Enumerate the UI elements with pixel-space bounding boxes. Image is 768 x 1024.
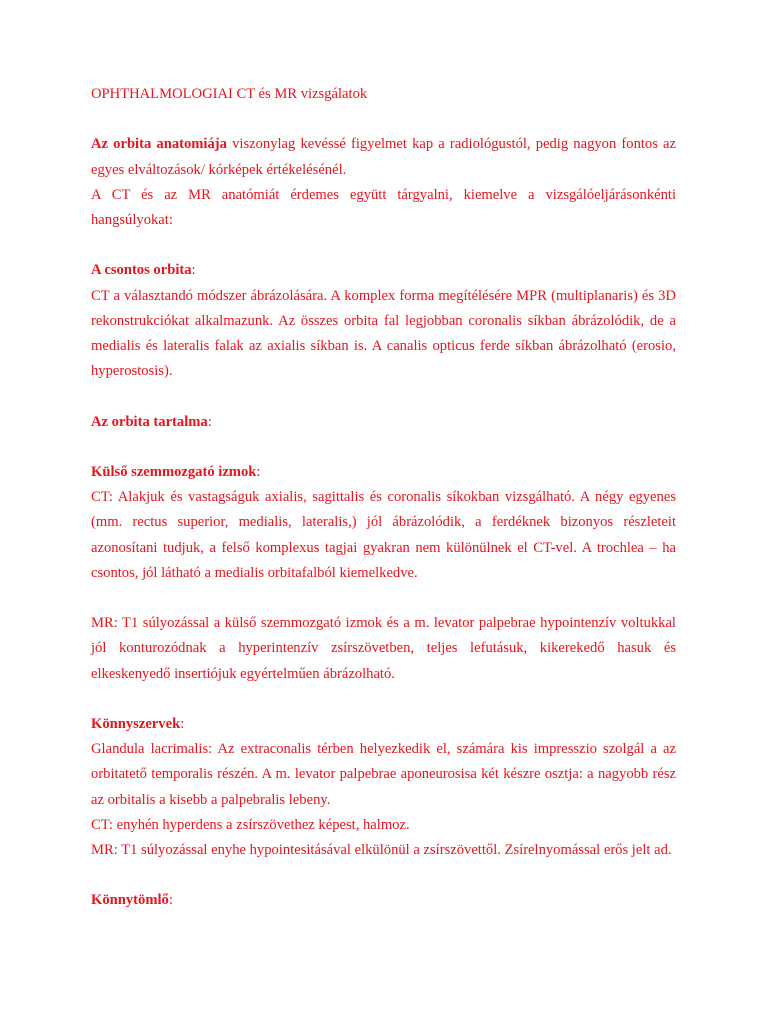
section-heading-konnytomlo bbox=[91, 888, 676, 913]
heading-text: Könnyszervek bbox=[91, 715, 181, 732]
heading-colon: : bbox=[168, 892, 173, 909]
intro-bold-term: Az orbita anatomiája bbox=[91, 136, 227, 153]
section-heading-csontos bbox=[91, 258, 676, 283]
konnyszervek-mr-paragraph: MR: T1 súlyozással enyhe hypointesitásával elkülönül a zsírszövettől. Zsírelnyomással erős jelt ad. bbox=[91, 842, 672, 858]
csontos-paragraph: CT a választandó módszer ábrázolására. A komplex forma megítélésére MPR (multiplanaris) és 3D rekonstrukciókat alkalmazunk. Az összes orbita fal legjobban coronalis síkban ábrázolódik, de a medialis és lateralis falak az axialis síkban is. A canalis opticus ferde síkban ábrázolható (erosio, hyperostosis). bbox=[91, 287, 676, 380]
document-title: OPHTHALMOLOGIAI CT és MR vizsgálatok bbox=[91, 86, 368, 102]
spacer bbox=[91, 687, 676, 712]
spacer bbox=[91, 107, 676, 132]
konnyszervek-ct-paragraph: CT: enyhén hyperdens a zsírszövethez képest, halmoz. bbox=[91, 816, 410, 833]
heading-text: Külső szemmozgató izmok bbox=[91, 463, 257, 480]
heading-colon: : bbox=[207, 413, 212, 430]
izmok-mr-paragraph: MR: T1 súlyozással a külső szemmozgató izmok és a m. levator palpebrae hypointenzív voltukkal jól konturozódnak a hyperintenzív zsírszövetben, teljes lefutásuk, kikerekedő hasuk és elkeskenyedő insertiójuk egyértelműen ábrázolható. bbox=[91, 615, 676, 682]
spacer bbox=[91, 233, 676, 258]
heading-colon: : bbox=[256, 463, 261, 480]
izmok-ct-paragraph: CT: Alakjuk és vastagságuk axialis, sagittalis és coronalis síkokban vizsgálható. A négy egyenes (mm. rectus superior, medialis, lateralis,) jól ábrázolódik, a ferdéknek bizonyos részleteit azonosítani tudjuk, a felső komplexus tagjai gyakran nem különülnek el CT-vel. A trochlea – ha csontos, jól látható a medialis orbitafalból kiemelkedve. bbox=[91, 489, 676, 581]
spacer bbox=[91, 586, 676, 611]
spacer bbox=[91, 863, 676, 888]
intro-paragraph-2: A CT és az MR anatómiát érdemes együtt tárgyalni, kiemelve a vizsgálóeljárásonkénti hangsúlyokat: bbox=[91, 186, 676, 228]
spacer bbox=[91, 435, 676, 460]
heading-colon: : bbox=[191, 262, 196, 279]
heading-text: Az orbita tartalma bbox=[91, 413, 208, 430]
glandula-paragraph: Glandula lacrimalis: Az extraconalis térben helyezkedik el, számára kis impresszio szolgál a az orbitatető temporalis részén. A m. levator palpebrae aponeurosisa két készre osztja: a nagyobb rész az orbitalis a kisebb a palpebralis lebeny. bbox=[91, 741, 676, 808]
heading-text: A csontos orbita bbox=[91, 262, 192, 279]
heading-text: Könnytömlő bbox=[91, 892, 169, 909]
section-heading-izmok bbox=[91, 460, 676, 485]
section-heading-konnyszervek bbox=[91, 712, 676, 737]
intro-text: viszonylag kevéssé figyelmet kap a radiológustól, pedig nagyon fontos az egyes elváltozások/ kórképek értékelésénél. bbox=[91, 136, 676, 178]
document-page bbox=[91, 82, 676, 914]
heading-colon: : bbox=[180, 715, 185, 732]
spacer bbox=[91, 384, 676, 409]
section-heading-tartalma bbox=[91, 410, 676, 435]
intro-paragraph bbox=[91, 132, 676, 182]
